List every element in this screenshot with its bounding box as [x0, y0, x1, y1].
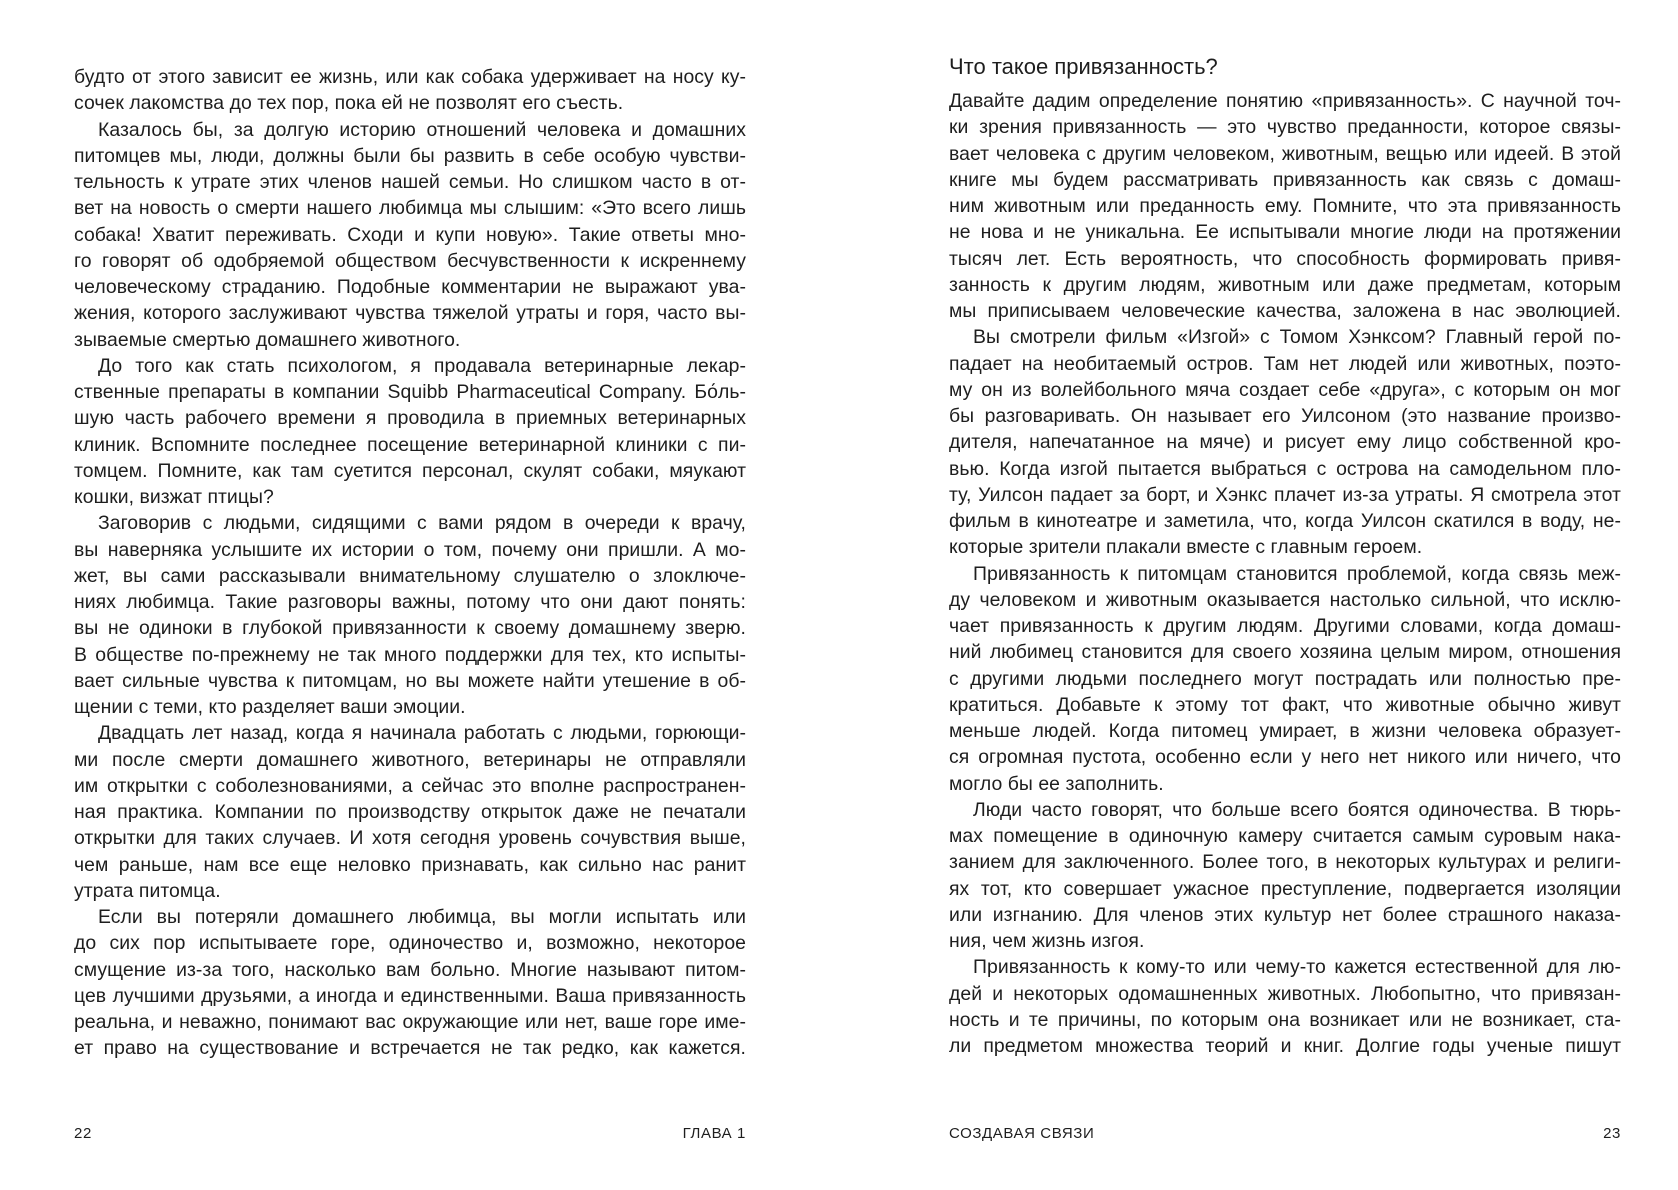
text-line: му он из волейбольного мяча создает себе «друга», с которым он мог: [949, 378, 1621, 401]
section-heading: Что такое привязанность?: [949, 54, 1218, 79]
text-line: бы разговаривать. Он называет его Уилсоном (это название произво-: [949, 405, 1621, 427]
text-line: тельность к утрате этих членов нашей семьи. Но слишком часто в от-: [74, 171, 746, 193]
text-line: цев лучшими друзьями, а иногда и единственными. Ваша привязанность: [74, 984, 746, 1007]
text-line: книге мы будем рассматривать привязанность как связь с домаш-: [949, 168, 1621, 191]
text-line: реальна, и неважно, понимают вас окружающие или нет, ваше горе име-: [74, 1011, 746, 1033]
text-line: ях тот, кто совершает ужасное преступление, подвергается изоляции: [949, 877, 1621, 900]
text-line: собака! Хватит переживать. Сходи и купи новую». Такие ответы мно-: [74, 223, 746, 246]
text-line: будто от этого зависит ее жизнь, или как собака удерживает на носу ку-: [74, 66, 746, 88]
text-line: ность и те причины, по которым она возникает или не возникает, ста-: [949, 1008, 1621, 1031]
text-line: падает на необитаемый остров. Там нет людей или животных, поэто-: [949, 352, 1621, 375]
text-line: ли предметом множества теорий и книг. Долгие годы ученые пишут: [949, 1035, 1621, 1057]
text-line: чем раньше, нам все еще неловко признавать, как сильно нас ранит: [74, 853, 746, 876]
text-line: Заговорив с людьми, сидящими с вами рядом в очереди к врачу,: [98, 512, 746, 535]
right-page: [839, 0, 1678, 1190]
text-line: кошки, визжат птицы?: [74, 486, 274, 508]
text-line: Люди часто говорят, что больше всего боятся одиночества. В тюрь-: [973, 798, 1621, 821]
text-line: питомцев мы, люди, должны были бы развить в себе особую чувстви-: [74, 144, 746, 167]
text-line: Привязанность к кому-то или чему-то кажется естественной для лю-: [973, 956, 1621, 979]
text-line: ми после смерти домашнего животного, ветеринары не отправляли: [74, 748, 746, 771]
text-line: утрата питомца.: [74, 879, 221, 902]
text-line: кратиться. Добавьте к этому тот факт, что животные обычно живут: [949, 693, 1621, 716]
text-line: клиник. Вспомните последнее посещение ветеринарной клиники с пи-: [74, 433, 746, 456]
text-line: дителя, напечатанное на мяче) и рисует ему лицо собственной кро-: [949, 431, 1621, 454]
text-line: Привязанность к питомцам становится проблемой, когда связь меж-: [973, 562, 1621, 585]
text-line: меньше людей. Когда питомец умирает, в жизни человека образует-: [949, 720, 1621, 742]
left-running-head: ГЛАВА 1: [682, 1125, 746, 1142]
text-line: Если вы потеряли домашнего любимца, вы могли испытать или: [98, 906, 746, 928]
text-line: фильм в кинотеатре и заметила, что, когда Уилсон скатился в воду, не-: [949, 510, 1621, 532]
text-line: мы приписываем человеческие качества, заложена в нас эволюцией.: [949, 300, 1621, 322]
text-line: го говорят об одобряемой обществом бесчувственности к искреннему: [74, 249, 746, 272]
text-line: щении с теми, кто разделяет ваши эмоции.: [74, 696, 466, 718]
text-line: Давайте дадим определение понятию «привязанность». С научной точ-: [949, 90, 1621, 112]
text-line: жения, которого заслуживают чувства тяжелой утраты и горя, часто вы-: [74, 302, 746, 325]
text-line: До того как стать психологом, я продавала ветеринарные лекар-: [98, 354, 746, 377]
left-page-number: 22: [74, 1125, 92, 1142]
text-line: вью. Когда изгой пытается выбраться с острова на самодельном пло-: [949, 457, 1621, 480]
text-line: шую часть рабочего времени я проводила в приемных ветеринарных: [74, 407, 746, 430]
text-line: мах помещение в одиночную камеру считается самым суровым нака-: [949, 825, 1621, 847]
right-body-text: [949, 54, 1621, 1059]
text-line: человеческому страданию. Подобные комментарии не выражают ува-: [74, 276, 746, 298]
text-line: сочек лакомства до тех пор, пока ей не позволят его съесть.: [74, 92, 624, 115]
text-line: вы не одиноки в глубокой привязанности к своему домашнему зверю.: [74, 617, 746, 640]
text-line: ним животным или преданность ему. Помните, что эта привязанность: [949, 195, 1621, 217]
right-running-head: СОЗДАВАЯ СВЯЗИ: [949, 1125, 1095, 1142]
text-line: занность к другим людям, животным или даже предметам, которым: [949, 273, 1621, 296]
text-line: чает привязанность к другим людям. Другими словами, когда домаш-: [949, 615, 1621, 637]
text-line: вы наверняка услышите их истории о том, почему они пришли. А мо-: [74, 538, 746, 561]
text-line: которые зрители плакали вместе с главным героем.: [949, 536, 1423, 559]
text-line: ся огромная пустота, особенно если у него нет никого или ничего, что: [949, 746, 1621, 769]
text-line: Двадцать лет назад, когда я начинала работать с людьми, горюющи-: [98, 722, 746, 745]
text-line: Вы смотрели фильм «Изгой» с Томом Хэнксом? Главный герой по-: [973, 326, 1621, 349]
right-page-number: 23: [1603, 1125, 1621, 1142]
text-line: ственные препараты в компании Squibb Pharmaceutical Company. Бо́ль-: [74, 381, 746, 403]
text-line: ту, Уилсон падает за борт, и Хэнкс плачет из-за утраты. Я смотрела этот: [949, 483, 1621, 506]
text-line: ду человеком и животным оказывается настолько сильной, что исклю-: [949, 588, 1621, 611]
text-line: Казалось бы, за долгую историю отношений человека и домашних: [98, 118, 746, 141]
text-line: не нова и не уникальна. Ее испытывали многие люди на протяжении: [949, 221, 1621, 244]
text-line: ний любимец становится для своего хозяина целым миром, отношения: [949, 641, 1621, 664]
text-line: занием для заключенного. Более того, в некоторых культурах и религи-: [949, 851, 1621, 874]
text-line: В обществе по-прежнему не так много поддержки для тех, кто испыты-: [74, 643, 746, 666]
text-line: дей и некоторых одомашненных животных. Любопытно, что привязан-: [949, 982, 1621, 1005]
text-line: ет право на существование и встречается не так редко, как кажется.: [74, 1037, 746, 1060]
text-line: ная практика. Компании по производству открыток даже не печатали: [74, 801, 746, 823]
text-line: с другими людьми последнего могут пострадать или полностью пре-: [949, 667, 1621, 690]
text-line: до сих пор испытываете горе, одиночество и, возможно, некоторое: [74, 932, 746, 955]
text-line: тысяч лет. Есть вероятность, что способность формировать привя-: [949, 247, 1621, 270]
left-body-text: [74, 64, 746, 1062]
text-line: вет на новость о смерти нашего любимца мы слышим: «Это всего лишь: [74, 197, 746, 220]
text-line: или изгнанию. Для членов этих культур нет более страшного наказа-: [949, 903, 1621, 926]
text-line: открытки для таких случаев. И хотя сегодня уровень сочувствия выше,: [74, 827, 746, 850]
text-line: жет, вы сами рассказывали внимательному слушателю о злоключе-: [74, 564, 746, 587]
text-line: зываемые смертью домашнего животного.: [74, 328, 461, 351]
text-line: могло бы ее заполнить.: [949, 772, 1164, 795]
text-line: вает сильные чувства к питомцам, но вы можете найти утешение в об-: [74, 669, 746, 692]
text-line: ниях любимца. Такие разговоры важны, потому что они дают понять:: [74, 591, 746, 613]
text-line: вает человека с другим человеком, животным, вещью или идеей. В этой: [949, 142, 1621, 165]
text-line: ния, чем жизнь изгоя.: [949, 930, 1145, 952]
text-line: им открытки с соболезнованиями, а сейчас это вполне распространен-: [74, 774, 746, 797]
text-line: томцем. Помните, как там суетится персонал, скулят собаки, мяукают: [74, 459, 746, 482]
text-line: смущение из-за того, насколько вам больно. Многие называют питом-: [74, 958, 746, 981]
text-line: ки зрения привязанность — это чувство преданности, которое связы-: [949, 116, 1621, 139]
